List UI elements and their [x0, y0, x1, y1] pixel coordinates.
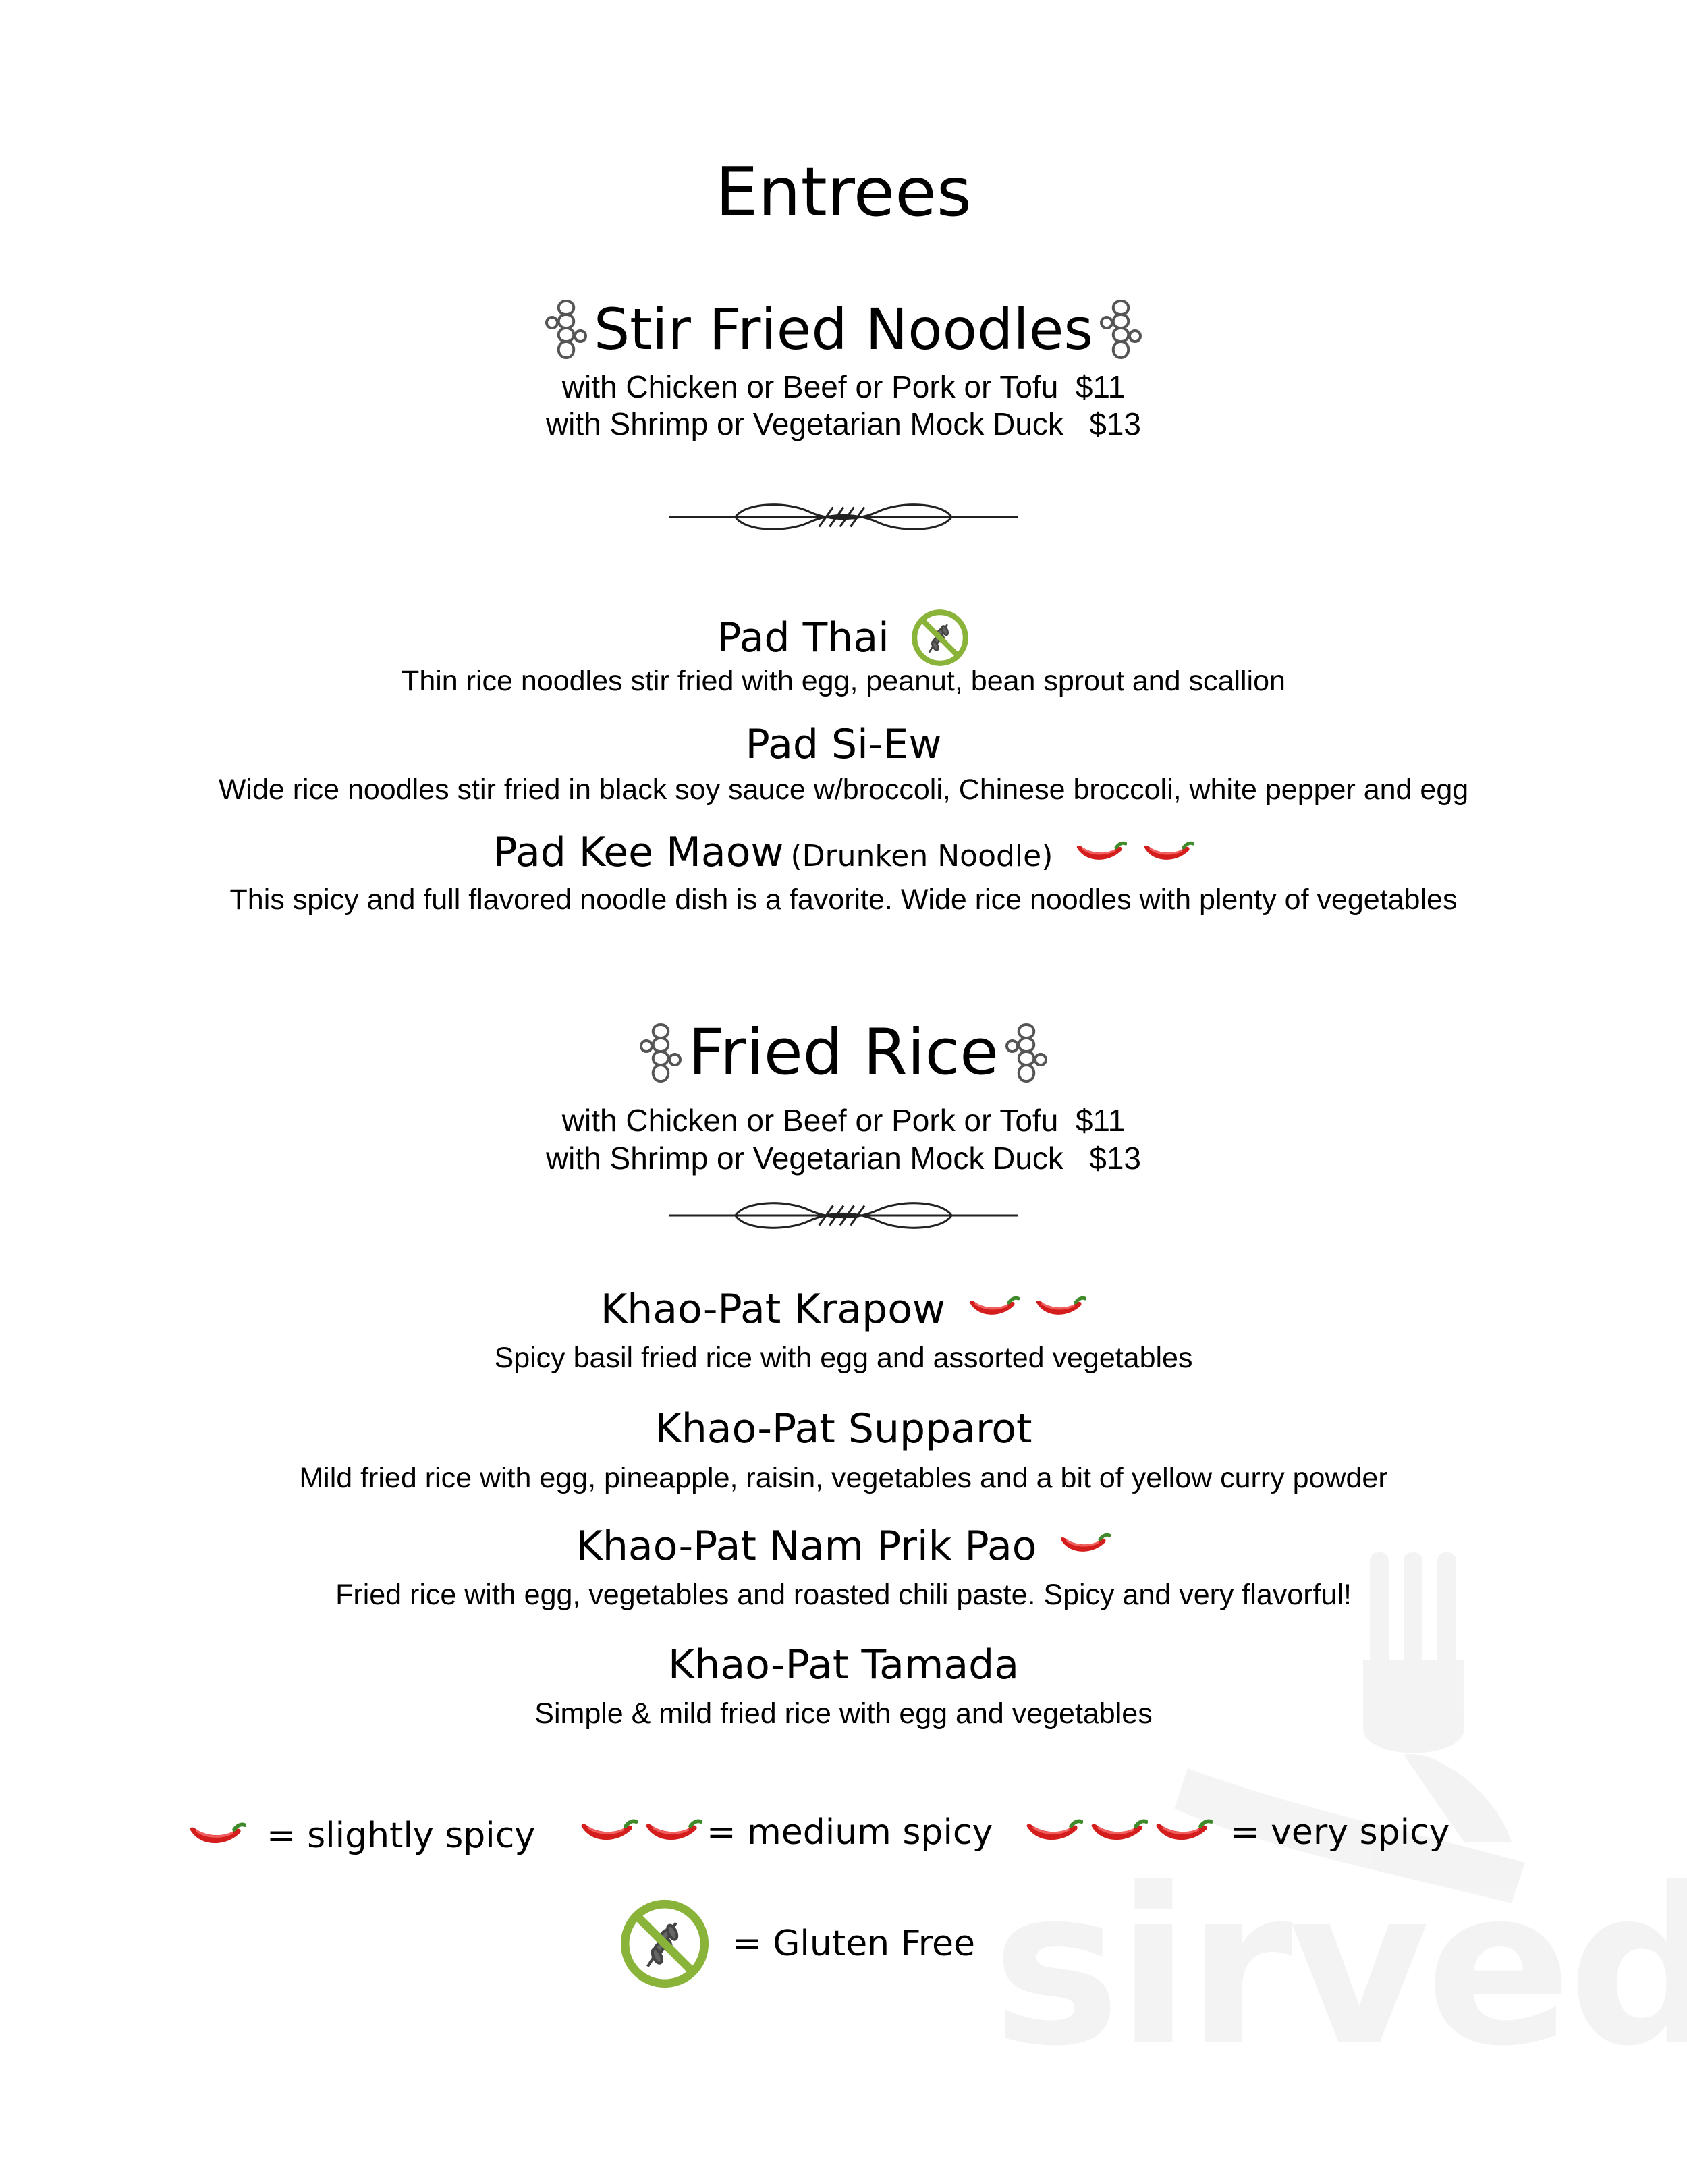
chili-pepper-icon	[577, 1813, 638, 1851]
legend-gluten-free	[617, 1896, 975, 1991]
chili-pepper-icon	[1022, 1813, 1083, 1851]
dish-name: Pad Kee Maow	[493, 829, 784, 876]
dish-title-row	[0, 1286, 1687, 1333]
legend-label: = medium spicy	[707, 1812, 993, 1853]
dish-description: Mild fried rice with egg, pineapple, raisin, vegetables and a bit of yellow curry powder	[299, 1462, 1388, 1494]
dish-description: Fried rice with egg, vegetables and roasted chili paste. Spicy and very flavorful!	[335, 1579, 1352, 1611]
dish-title-row	[0, 607, 1687, 668]
spice-level	[1073, 840, 1194, 869]
dish-name: Khao-Pat Supparot	[655, 1405, 1032, 1452]
legend-label: = very spicy	[1230, 1812, 1450, 1853]
page-title: Entrees	[715, 153, 972, 231]
spice-level	[966, 1294, 1086, 1324]
spice-level	[1057, 1531, 1111, 1561]
dish-name: Khao-Pat Tamada	[667, 1641, 1020, 1689]
section-divider	[0, 496, 1687, 538]
dish-name: Khao-Pat Nam Prik Pao	[576, 1523, 1037, 1570]
dish-title-row	[0, 1405, 1687, 1452]
dish-title-row	[0, 721, 1687, 768]
chili-pepper-icon	[642, 1813, 702, 1851]
chili-pepper-icon	[1087, 1813, 1148, 1851]
section-header-noodles	[0, 296, 1687, 363]
dish-description: Thin rice noodles stir fried with egg, peanut, bean sprout and scallion	[402, 665, 1285, 697]
dish-title-row	[0, 829, 1687, 880]
gluten-free-icon	[617, 1896, 712, 1991]
legend-very-spicy	[1022, 1812, 1449, 1853]
chili-pepper-icon	[966, 1294, 1020, 1321]
chili-pepper-icon	[1032, 1294, 1086, 1321]
legend-label: = Gluten Free	[732, 1923, 976, 1964]
price-line: with Shrimp or Vegetarian Mock Duck $13	[545, 406, 1142, 441]
chili-pepper-icon	[1140, 840, 1194, 867]
gluten-free-icon	[910, 607, 970, 668]
price-line: with Chicken or Beef or Pork or Tofu $11	[561, 369, 1126, 404]
price-line: with Shrimp or Vegetarian Mock Duck $13	[545, 1141, 1142, 1176]
dish-subtitle: (Drunken Noodle)	[790, 839, 1053, 873]
dish-description: Spicy basil fried rice with egg and assorted vegetables	[494, 1342, 1193, 1374]
dish-name: Pad Si-Ew	[745, 721, 942, 768]
section-header-fried-rice	[0, 1018, 1687, 1088]
section-title: Fried Rice	[688, 1016, 999, 1089]
legend-label: = slightly spicy	[267, 1816, 536, 1856]
legend-slightly-spicy	[186, 1816, 535, 1856]
dish-name: Pad Thai	[717, 614, 889, 661]
chili-pepper-icon	[1057, 1531, 1111, 1558]
dish-title-row	[0, 1641, 1687, 1689]
dish-name: Khao-Pat Krapow	[600, 1286, 946, 1333]
dish-title-row	[0, 1523, 1687, 1570]
watermark-text	[992, 1842, 1687, 2094]
knot-ornament-icon	[637, 1019, 684, 1087]
flourish-divider-icon	[668, 496, 1019, 538]
section-divider	[0, 1195, 1687, 1236]
chili-pepper-icon	[1152, 1813, 1213, 1851]
section-title: Stir Fried Noodles	[593, 296, 1094, 362]
knot-ornament-icon	[1097, 296, 1144, 363]
dish-description: Wide rice noodles stir fried in black soy sauce w/broccoli, Chinese broccoli, white pepper and egg	[218, 773, 1469, 806]
knot-ornament-icon	[543, 296, 590, 363]
chili-pepper-icon	[1073, 840, 1127, 867]
legend-medium-spicy	[577, 1812, 993, 1853]
dish-description: Simple & mild fried rice with egg and vegetables	[534, 1697, 1153, 1730]
dish-description: This spicy and full flavored noodle dish is a favorite. Wide rice noodles with plenty of vegetables	[229, 883, 1458, 916]
flourish-divider-icon	[668, 1195, 1019, 1236]
chili-pepper-icon	[186, 1817, 246, 1855]
knot-ornament-icon	[1003, 1019, 1050, 1087]
price-line: with Chicken or Beef or Pork or Tofu $11	[561, 1103, 1126, 1138]
